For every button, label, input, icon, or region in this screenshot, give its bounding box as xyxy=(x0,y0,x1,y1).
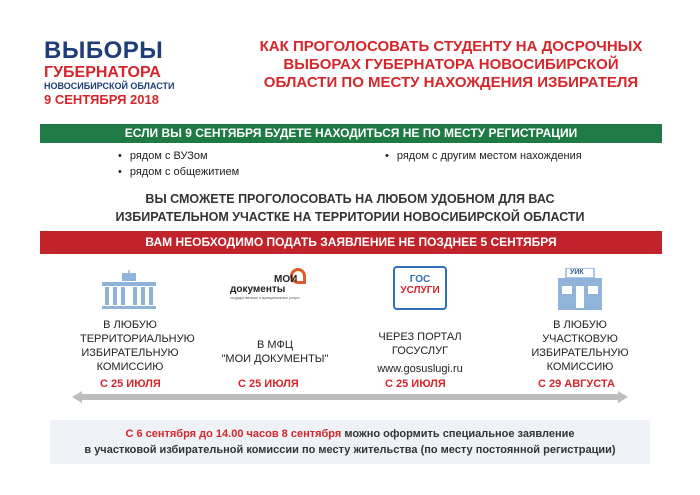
location-list-right xyxy=(385,148,582,164)
timeline-arrow xyxy=(72,390,628,404)
government-building-icon xyxy=(100,270,158,315)
option-mfc xyxy=(200,338,350,366)
statement-line: ВЫ СМОЖЕТЕ ПРОГОЛОСОВАТЬ НА ЛЮБОМ УДОБНОМ ДЛЯ ВАС xyxy=(145,192,555,206)
option-line: УЧАСТКОВУЮ xyxy=(542,333,618,345)
list-item: • рядом с общежитием xyxy=(118,164,239,180)
option-line: В ЛЮБУЮ xyxy=(553,319,607,331)
deadline-banner: ВАМ НЕОБХОДИМО ПОДАТЬ ЗАЯВЛЕНИЕ НЕ ПОЗДНЕЕ 5 СЕНТЯБРЯ xyxy=(40,231,662,254)
option-line: КОМИССИЮ xyxy=(96,361,164,373)
option-date: С 25 ИЮЛЯ xyxy=(385,378,446,390)
footer-highlight: С 6 сентября до 14.00 часов 8 сентября xyxy=(125,428,342,440)
option-line: ТЕРРИТОРИАЛЬНУЮ xyxy=(80,333,195,345)
gosuslugi-logo-line: ГОС xyxy=(409,274,431,285)
polling-station-sign: УИК xyxy=(570,269,584,276)
footer-line: в участковой избирательной комиссии по месту жительства (по месту постоянной регистрации) xyxy=(84,444,616,456)
mfc-logo-line: государственные и муниципальные услуги xyxy=(230,296,300,300)
list-item: • рядом с другим местом нахождения xyxy=(385,148,582,164)
option-line: ИЗБИРАТЕЛЬНУЮ xyxy=(531,347,629,359)
gosuslugi-url: www.gosuslugi.ru xyxy=(377,363,463,375)
option-precinct-commission xyxy=(520,318,640,374)
logo-region: НОВОСИБИРСКОЙ ОБЛАСТИ xyxy=(44,81,175,91)
option-line: В ЛЮБУЮ xyxy=(103,319,157,331)
logo-title: ВЫБОРЫ xyxy=(44,37,164,64)
mfc-logo-line: документы xyxy=(230,284,286,295)
election-logo xyxy=(44,38,175,108)
gosuslugi-logo-icon xyxy=(393,266,447,310)
footer-note xyxy=(50,420,650,464)
title-line: КАК ПРОГОЛОСОВАТЬ СТУДЕНТУ НА ДОСРОЧНЫХ xyxy=(259,38,643,55)
page-title xyxy=(236,38,666,92)
logo-date: 9 СЕНТЯБРЯ 2018 xyxy=(44,92,159,107)
option-date: С 25 ИЮЛЯ xyxy=(100,378,161,390)
list-item: • рядом с ВУЗом xyxy=(118,148,239,164)
statement-line: ИЗБИРАТЕЛЬНОМ УЧАСТКЕ НА ТЕРРИТОРИИ НОВОСИБИРСКОЙ ОБЛАСТИ xyxy=(115,210,585,224)
condition-banner: ЕСЛИ ВЫ 9 СЕНТЯБРЯ БУДЕТЕ НАХОДИТЬСЯ НЕ ПО МЕСТУ РЕГИСТРАЦИИ xyxy=(40,124,662,143)
option-line: КОМИССИЮ xyxy=(546,361,614,373)
logo-subtitle: ГУБЕРНАТОРА xyxy=(44,64,161,81)
title-line: ОБЛАСТИ ПО МЕСТУ НАХОЖДЕНИЯ ИЗБИРАТЕЛЯ xyxy=(263,74,639,91)
option-gosuslugi xyxy=(355,330,485,376)
footer-text: можно оформить специальное заявление xyxy=(341,428,575,440)
option-territorial-commission xyxy=(80,318,195,374)
option-line: ЧЕРЕЗ ПОРТАЛ xyxy=(378,331,462,343)
polling-station-icon xyxy=(556,268,604,317)
option-line: ГОСУСЛУГ xyxy=(391,345,449,357)
option-line: В МФЦ xyxy=(257,339,293,351)
option-date: С 29 АВГУСТА xyxy=(538,378,615,390)
gosuslugi-logo-line: УСЛУГИ xyxy=(400,285,440,296)
option-line: ИЗБИРАТЕЛЬНУЮ xyxy=(81,347,179,359)
mfc-logo-line: МОИ xyxy=(274,274,298,285)
option-date: С 25 ИЮЛЯ xyxy=(238,378,299,390)
title-line: ВЫБОРАХ ГУБЕРНАТОРА НОВОСИБИРСКОЙ xyxy=(283,56,619,73)
option-line: "МОИ ДОКУМЕНТЫ" xyxy=(221,353,329,365)
footer-line xyxy=(50,426,650,442)
voting-statement xyxy=(60,190,640,226)
location-list-left xyxy=(118,148,239,180)
